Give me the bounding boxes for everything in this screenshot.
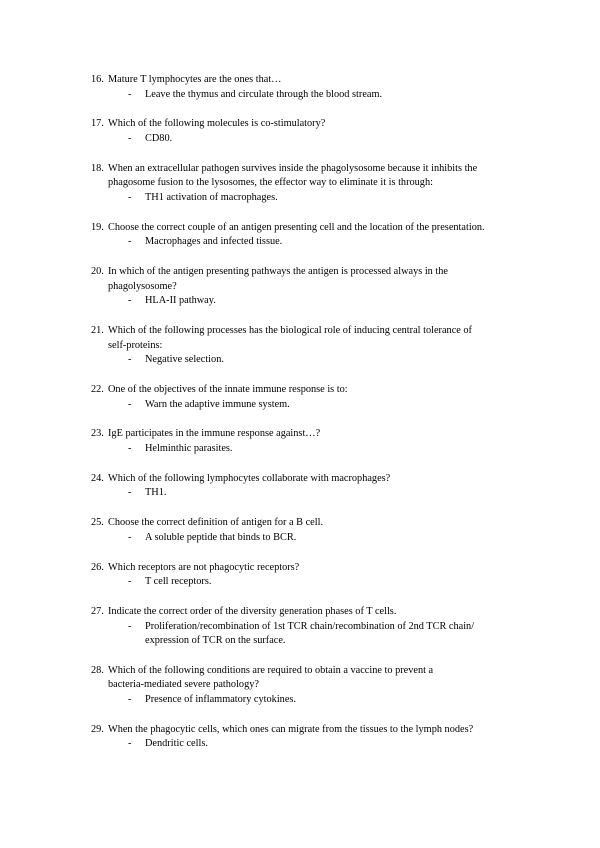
question-text <box>0 265 600 294</box>
question-text <box>0 383 600 398</box>
question-text <box>0 221 600 236</box>
answer-line: expression of TCR on the surface. <box>145 635 286 647</box>
answer-bullet: - <box>128 295 132 307</box>
answer-bullet: - <box>128 576 132 588</box>
answer-text <box>0 294 600 309</box>
answer-text <box>0 620 600 649</box>
answer-text <box>0 531 600 546</box>
answer-line: HLA-II pathway. <box>145 295 216 307</box>
question-line: When an extracellular pathogen survives inside the phagolysosome because it inhibits the <box>108 162 478 174</box>
question-number: 19. <box>91 221 104 233</box>
question-number: 17. <box>91 118 104 130</box>
answer-text <box>0 398 600 413</box>
answer-bullet: - <box>128 398 132 410</box>
question-line: When the phagocytic cells, which ones can migrate from the tissues to the lymph nodes? <box>108 723 474 735</box>
question-item <box>0 162 600 206</box>
answer-line: TH1 activation of macrophages. <box>145 191 278 203</box>
question-number: 20. <box>91 266 104 278</box>
question-number: 29. <box>91 723 104 735</box>
question-item <box>0 117 600 146</box>
answer-line: Dendritic cells. <box>145 738 208 750</box>
answer-line: TH1. <box>145 487 167 499</box>
answer-line: Warn the adaptive immune system. <box>145 398 290 410</box>
answer-line: CD80. <box>145 132 173 144</box>
question-item <box>0 383 600 412</box>
question-text <box>0 723 600 738</box>
answer-text <box>0 132 600 147</box>
question-number: 23. <box>91 428 104 440</box>
answer-line: Macrophages and infected tissue. <box>145 236 283 248</box>
question-item <box>0 427 600 456</box>
question-text <box>0 324 600 353</box>
question-item <box>0 516 600 545</box>
answer-bullet: - <box>128 191 132 203</box>
answer-text <box>0 353 600 368</box>
answer-text <box>0 88 600 103</box>
answer-line: Leave the thymus and circulate through the blood stream. <box>145 88 383 100</box>
answer-bullet: - <box>128 531 132 543</box>
answer-text <box>0 235 600 250</box>
answer-bullet: - <box>128 620 132 632</box>
answer-line: Helminthic parasites. <box>145 443 233 454</box>
answer-line: Proliferation/recombination of 1st TCR chain/recombination of 2nd TCR chain/ <box>145 620 475 632</box>
question-line: Which of the following processes has the biological role of inducing central tolerance of <box>108 325 472 337</box>
question-number: 22. <box>91 384 104 396</box>
question-text <box>0 605 600 620</box>
answer-bullet: - <box>128 487 132 499</box>
answer-text <box>0 737 600 752</box>
question-line: phagolysosome? <box>108 280 177 292</box>
question-line: bacteria-mediated severe pathology? <box>108 679 259 691</box>
answer-text <box>0 442 600 457</box>
answer-line: T cell receptors. <box>145 576 212 588</box>
answer-bullet: - <box>128 354 132 366</box>
question-text <box>0 664 600 693</box>
question-line: self-proteins: <box>108 339 163 351</box>
answer-bullet: - <box>128 443 132 454</box>
question-item <box>0 472 600 501</box>
question-item <box>0 221 600 250</box>
question-line: Mature T lymphocytes are the ones that… <box>108 74 282 85</box>
question-number: 16. <box>91 74 104 85</box>
question-number: 21. <box>91 325 104 337</box>
question-text <box>0 472 600 487</box>
question-text <box>0 117 600 132</box>
question-item <box>0 605 600 649</box>
question-text <box>0 73 600 88</box>
answer-bullet: - <box>128 88 132 100</box>
answer-line: Negative selection. <box>145 354 224 366</box>
question-line: Indicate the correct order of the diversity generation phases of T cells. <box>108 605 397 617</box>
answer-text <box>0 486 600 501</box>
question-number: 24. <box>91 472 104 484</box>
question-number: 27. <box>91 605 104 617</box>
question-text <box>0 561 600 576</box>
question-text <box>0 162 600 191</box>
question-line: One of the objectives of the innate immune response is to: <box>108 384 348 396</box>
question-line: IgE participates in the immune response against…? <box>108 428 321 440</box>
answer-bullet: - <box>128 236 132 248</box>
answer-text <box>0 575 600 590</box>
question-item <box>0 324 600 368</box>
question-line: phagosome fusion to the lysosomes, the effector way to eliminate it is through: <box>108 177 433 189</box>
question-line: Choose the correct couple of an antigen presenting cell and the location of the presentation. <box>108 221 485 233</box>
question-item <box>0 265 600 309</box>
question-line: Which of the following molecules is co-stimulatory? <box>108 118 326 130</box>
question-number: 25. <box>91 517 104 529</box>
answer-bullet: - <box>128 694 132 706</box>
question-number: 26. <box>91 561 104 573</box>
question-line: Which of the following conditions are required to obtain a vaccine to prevent a <box>108 664 434 676</box>
question-text <box>0 427 600 442</box>
answer-line: Presence of inflammatory cytokines. <box>145 694 296 706</box>
question-item <box>0 723 600 752</box>
question-list <box>0 73 600 767</box>
question-text <box>0 516 600 531</box>
question-number: 28. <box>91 664 104 676</box>
answer-bullet: - <box>128 132 132 144</box>
question-line: Which of the following lymphocytes collaborate with macrophages? <box>108 472 391 484</box>
answer-text <box>0 693 600 708</box>
question-line: In which of the antigen presenting pathways the antigen is processed always in the <box>108 266 448 278</box>
answer-line: A soluble peptide that binds to BCR. <box>145 531 297 543</box>
question-line: Which receptors are not phagocytic receptors? <box>108 561 300 573</box>
question-line: Choose the correct definition of antigen for a B cell. <box>108 517 324 529</box>
question-number: 18. <box>91 162 104 174</box>
question-item <box>0 664 600 708</box>
answer-bullet: - <box>128 738 132 750</box>
question-item <box>0 561 600 590</box>
answer-text <box>0 191 600 206</box>
question-item <box>0 73 600 102</box>
